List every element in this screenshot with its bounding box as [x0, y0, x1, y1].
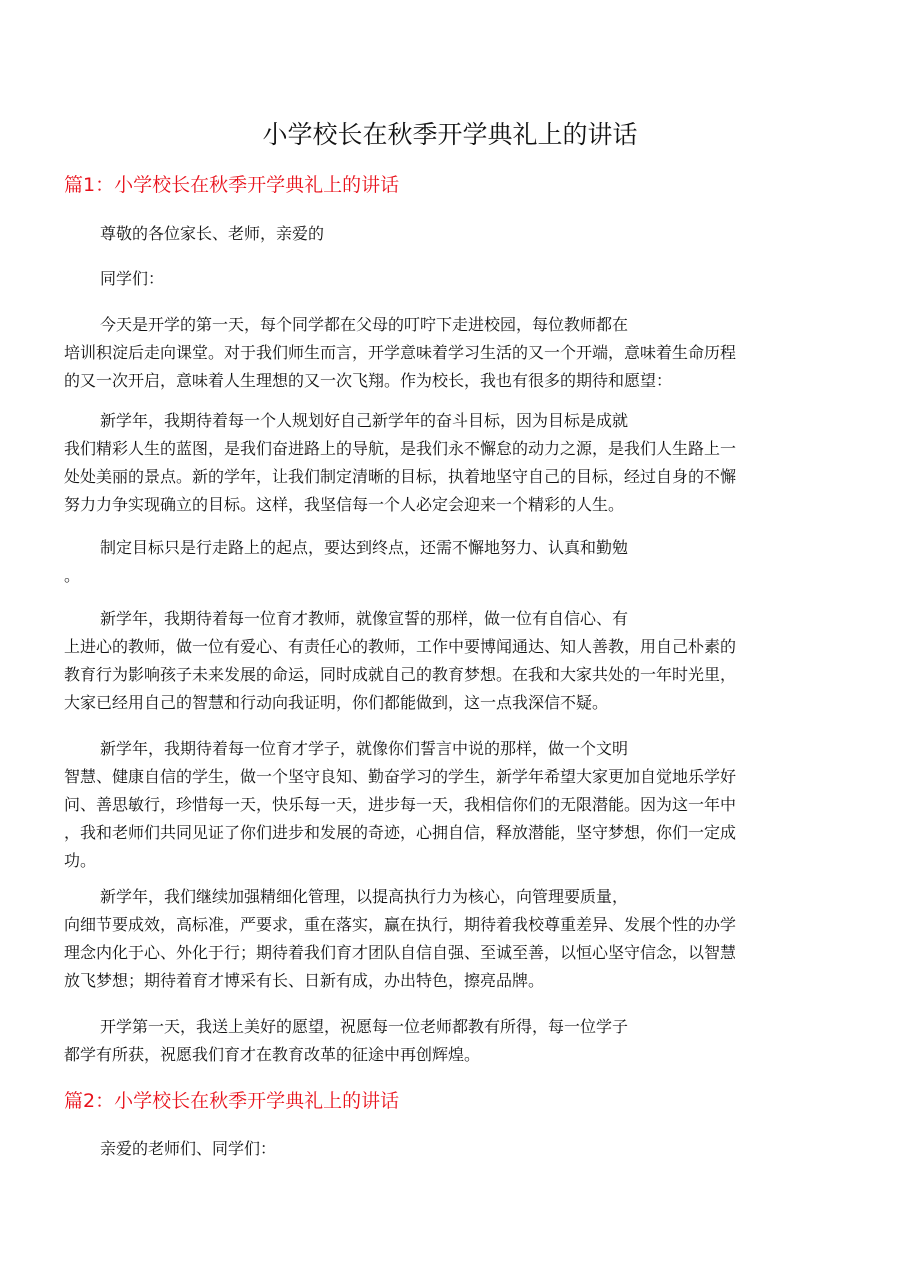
paragraph-salutation-cont	[64, 265, 834, 293]
text-line: 大家已经用自己的智慧和行动向我证明，你们都能做到，这一点我深信不疑。	[64, 693, 609, 712]
text-line: 放飞梦想；期待着育才博采有长、日新有成，办出特色，擦亮品牌。	[64, 971, 545, 990]
section-1-heading: 篇1：小学校长在秋季开学典礼上的讲话	[64, 174, 400, 196]
document-title: 小学校长在秋季开学典礼上的讲话	[262, 120, 638, 149]
paragraph-salutation	[64, 220, 834, 248]
text-line: 开学第一天，我送上美好的愿望，祝愿每一位老师都教有所得，每一位学子	[100, 1017, 629, 1036]
text-line: 都学有所获，祝愿我们育才在教育改革的征途中再创辉煌。	[64, 1045, 481, 1064]
text-line: 新学年，我们继续加强精细化管理，以提高执行力为核心，向管理要质量，	[100, 887, 629, 906]
section-2-heading: 篇2：小学校长在秋季开学典礼上的讲话	[64, 1090, 400, 1112]
text-line: 问、善思敏行，珍惜每一天，快乐每一天，进步每一天，我相信你们的无限潜能。因为这一年中	[64, 795, 737, 814]
text-line: 功。	[64, 851, 97, 870]
text-line: 同学们：	[100, 269, 165, 288]
text-line: 新学年，我期待着每一位育才教师，就像宣誓的那样，做一位有自信心、有	[100, 609, 629, 628]
text-line: 尊敬的各位家长、老师，亲爱的	[100, 224, 325, 243]
paragraph-teachers	[64, 605, 834, 717]
text-line: 今天是开学的第一天，每个同学都在父母的叮咛下走进校园，每位教师都在	[100, 315, 629, 334]
text-line: 的又一次开启，意味着人生理想的又一次飞翔。作为校长，我也有很多的期待和愿望：	[64, 371, 673, 390]
text-line: 上进心的教师，做一位有爱心、有责任心的教师，工作中要博闻通达、知人善教，用自己朴素的	[64, 637, 737, 656]
text-line: 智慧、健康自信的学生，做一个坚守良知、勤奋学习的学生，新学年希望大家更加自觉地乐学好	[64, 767, 737, 786]
paragraph-management	[64, 883, 834, 995]
text-line: 我们精彩人生的蓝图，是我们奋进路上的导航，是我们永不懈怠的动力之源，是我们人生路上一	[64, 439, 737, 458]
text-line: 新学年，我期待着每一个人规划好自己新学年的奋斗目标，因为目标是成就	[100, 411, 629, 430]
text-line: 制定目标只是行走路上的起点，要达到终点，还需不懈地努力、认真和勤勉	[100, 538, 629, 557]
text-line: 培训积淀后走向课堂。对于我们师生而言，开学意味着学习生活的又一个开端，意味着生命历程	[64, 343, 737, 362]
text-line: 教育行为影响孩子未来发展的命运，同时成就自己的教育梦想。在我和大家共处的一年时光里，	[64, 665, 737, 684]
paragraph-effort	[64, 534, 834, 590]
text-line: 新学年，我期待着每一位育才学子，就像你们誓言中说的那样，做一个文明	[100, 739, 629, 758]
paragraph-closing	[64, 1013, 834, 1069]
paragraph-opening	[64, 311, 834, 395]
text-line: 向细节要成效，高标准，严要求，重在落实，赢在执行，期待着我校尊重差异、发展个性的办学	[64, 915, 737, 934]
paragraph-goals	[64, 407, 834, 519]
text-line: ，我和老师们共同见证了你们进步和发展的奇迹，心拥自信，释放潜能，坚守梦想，你们一定成	[64, 823, 737, 842]
text-line: 理念内化于心、外化于行；期待着我们育才团队自信自强、至诚至善，以恒心坚守信念，以智慧	[64, 943, 737, 962]
text-line: 努力力争实现确立的目标。这样，我坚信每一个人必定会迎来一个精彩的人生。	[64, 495, 625, 514]
text-line: 。	[64, 566, 81, 585]
paragraph-section-2-salutation	[64, 1135, 834, 1163]
text-line: 亲爱的老师们、同学们：	[100, 1139, 277, 1158]
paragraph-students	[64, 735, 834, 875]
text-line: 处处美丽的景点。新的学年，让我们制定清晰的目标，执着地坚守自己的目标，经过自身的不懈	[64, 467, 737, 486]
